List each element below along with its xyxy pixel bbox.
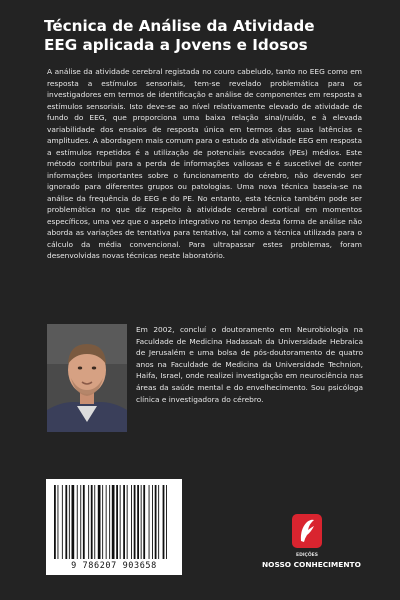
publisher-logo-block: [262, 514, 361, 569]
publisher-prefix: EDIÇÕES: [296, 553, 318, 558]
author-bio: Em 2002, concluí o doutoramento em Neurobiologia na Faculdade de Medicina Hadassah da Universidade Hebraica de Jerusalém e uma bolsa de pós-doutoramento de quatro anos na Faculdade de Medicina da Universidade Technion, Haifa, Israel, onde realizei investigação em neurociência nas áreas da saúde mental e do envelhecimento. Sou psicóloga clínica e investigadora do cérebro.: [136, 325, 363, 404]
publisher-logo-icon: [292, 514, 322, 548]
barcode-bars: [52, 485, 176, 559]
title-line-2: EEG aplicada a Jovens e Idosos: [44, 36, 308, 54]
isbn-number: 9 786207 903658: [71, 561, 157, 571]
author-photo: [47, 324, 127, 432]
title-line-1: Técnica de Análise da Atividade: [44, 17, 315, 35]
back-cover-description: A análise da atividade cerebral registada no couro cabeludo, tanto no EEG como em resposta a estímulos sensoriais, tem-se revelado problemática para os investigadores em termos de identificação e análise de componentes em resposta a estímulos sensoriais. Isto deve-se ao nível relativamente elevado de atividade de fundo do EEG, que proporciona uma baixa relação sinal/ruído, e à elevada variabilidade dos ensaios de resposta única em termos das suas latências e amplitudes. A abordagem mais comum para o estudo da atividade EEG em resposta a estímulos repetidos é a utilização de potenciais evocados (PEs) médios. Este método contribui para a perda de informações valiosas e é suscetível de conter informações importantes sobre o funcionamento do cérebro, não devendo ser ignorado para diferentes grupos ou patologias. Uma nova técnica baseia-se na análise da frequência do EEG e do PE. No entanto, esta técnica também pode ser problemática no que diz respeito à atividade cerebral cortical em momentos específicos, uma vez que o aspeto integrativo no tempo desta forma de análise não aborda as variações de tentativa para tentativa, tal como a técnica utilizada para o cálculo da média convencional. Para ultrapassar estes problemas, foram desenvolvidas novas técnicas neste laboratório.: [47, 67, 362, 260]
isbn-barcode: [46, 479, 182, 575]
publisher-name: NOSSO CONHECIMENTO: [262, 560, 361, 569]
book-title: [44, 17, 374, 55]
author-portrait-image: [47, 324, 127, 432]
